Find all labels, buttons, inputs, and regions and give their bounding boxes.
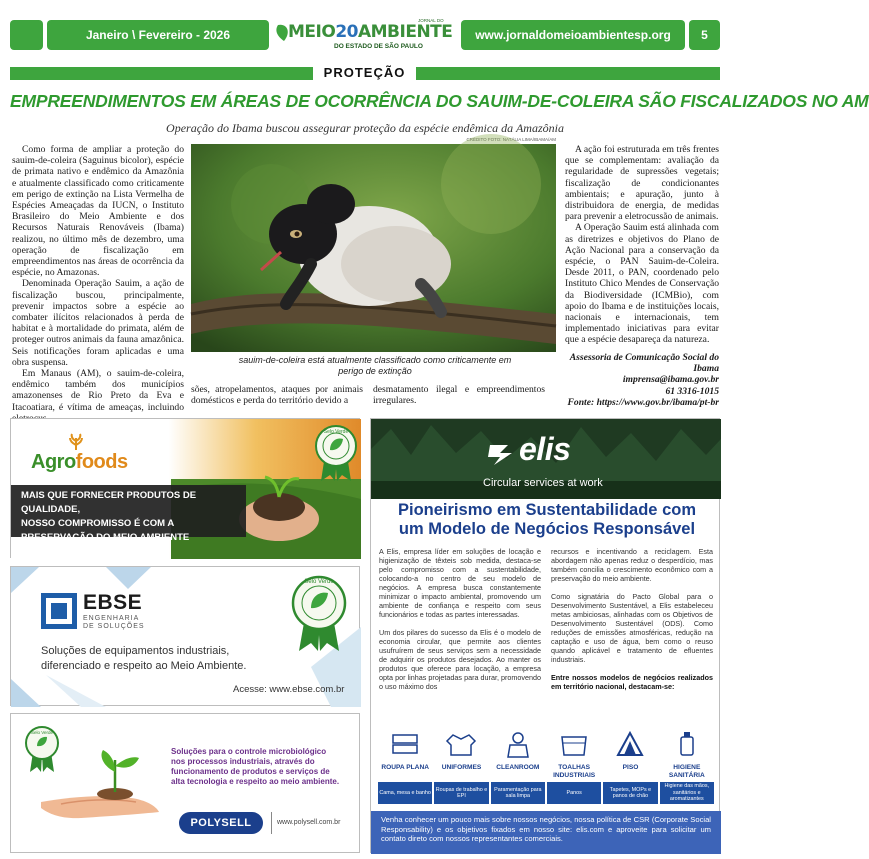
article-column-3: [373, 384, 545, 406]
paragraph: sões, atropelamentos, ataques por animais domésticos e perda do território devido a: [191, 384, 363, 407]
elis-logo: elis: [519, 431, 571, 467]
sign-source-link[interactable]: Fonte: https://www.gov.br/ibama/pt-br: [567, 396, 719, 408]
polysell-website-link[interactable]: www.polysell.com.br: [277, 819, 341, 826]
service-piso: PISO Tapetes, MOPs e panos de chão: [602, 729, 658, 807]
article-column-2: [191, 384, 363, 406]
photo-caption: sauim-de-coleira está atualmente classificado como criticamente em perigo de extinção: [238, 355, 512, 376]
sign-email[interactable]: imprensa@ibama.gov.br: [622, 374, 719, 386]
paragraph: desmatamento ilegal e empreendimentos irregulares.: [373, 384, 545, 407]
elis-title: Pioneirismo em Sustentabilidade com um Modelo de Negócios Responsável: [398, 501, 696, 538]
hand-sprout-image: [41, 742, 161, 822]
logo-subtitle: DO ESTADO DE SÃO PAULO: [334, 43, 423, 50]
agrofoods-ad[interactable]: [10, 418, 360, 558]
section-bar-right: [416, 67, 720, 80]
ebse-slogan: Soluções de equipamentos industriais, diferenciado e respeito ao Meio Ambiente.: [41, 645, 247, 672]
uniform-icon: [433, 729, 489, 759]
paragraph: Em Manaus (AM), o sauim-de-coleira, endêmico também dos municípios amazonenses de Rio Preto da Eva e Itacoatiara, é vítima de ameaças, incluindo: [12, 368, 184, 413]
slogan-line: MAIS QUE FORNECER PRODUTOS DE QUALIDADE,: [21, 490, 197, 515]
elis-logo-icon: [486, 439, 516, 467]
article-subheadline: Operação do Ibama buscou assegurar proteção da espécie endêmica da Amazônia: [166, 121, 564, 135]
article-signature: [565, 352, 719, 408]
paragraph: Denominada Operação Sauim, a ação de fiscalização buscou, principalmente, prevenir impactos sobre a espécie ao combater ilícitos relacionados à perda de habitat e à mortalidade do primata, além de proteger outros animais da fauna amazônica. Seis notificações foram aplicadas e uma obra suspensa.: [12, 278, 184, 368]
ebse-logo-icon: [41, 593, 77, 629]
polysell-slogan: Soluções para o controle microbiológico nos processos industriais, através do funcionamento de produtos e serviços de alta tecnologia e respeito ao meio ambiente.: [171, 747, 340, 786]
page-number: 5: [689, 20, 720, 50]
elis-text-left: A Elis, empresa líder em soluções de locação e higienização de têxteis sob medida, destaca-se pelo compromisso com a sustentabilidade, colocando-a no centro de seu modelo de negócios. A empresa busca constantemente minimizar o impacto ambiental, promovendo um ambiente de confiança e respeito com seus funcionários e todas as partes interessadas. Um dos pilares do sucesso da Elis é o modelo de economia circular, que permite aos clientes usufruírem de seus serviços sem a necessidade de adquirir os produtos desejados. Ao manter os produtos que oferece para locação, a empresa opta por linhas projetadas para durar, promovendo o uso máximo dos: [379, 547, 541, 691]
service-cleanroom: CLEANROOM Paramentação para sala limpa: [490, 729, 546, 807]
ebse-ad[interactable]: [10, 566, 360, 706]
sign-phone: 61 3316-1015: [665, 385, 719, 397]
ebse-logo-subtitle: ENGENHARIA DE SOLUÇÕES: [83, 615, 145, 630]
slogan-line: NOSSO COMPROMISSO É COM A: [21, 518, 175, 529]
paragraph: Como forma de ampliar a proteção do sauim-de-coleira (Saguinus bicolor), espécie de primata nativo e endêmico da Amazônia e atualmente classificado como criticamente em perigo de extinção na Lista Vermelha de Espécies Ameaçadas da IUCN, o Instituto Brasileiro do Meio Ambiente e dos Recursos Naturais Renováveis (Ibama) realizou, no último mês de dezembro, uma operação de fiscalização em empreendimentos nas áreas de ocorrência da espécie, no Amazonas.: [12, 144, 184, 279]
seal-label: Selo Verde: [30, 730, 54, 735]
article-headline: EMPREENDIMENTOS EM ÁREAS DE OCORRÊNCIA DO SAUIM-DE-COLEIRA SÃO FISCALIZADOS NO AM: [10, 91, 869, 111]
slogan-line: PRESERVAÇÃO DO MEIO AMBIENTE: [21, 532, 190, 543]
paragraph: A Operação Sauim está alinhada com as diretrizes e objetivos do Plano de Ação Nacional para a conservação da espécie, o PAN Sauim-de-Coleira. Desde 2011, o PAN, coordenado pelo Instituto Chico Mendes de Conservação da Biodiversidade (ICMBio), com apoio do Ibama e de instituições locais, nacionais e internacionais, tem implementado iniciativas para evitar que a espécie desapareça da natureza.: [565, 222, 719, 346]
section-bar-left: [10, 67, 313, 80]
newspaper-logo: [272, 17, 458, 55]
elis-ad[interactable]: [370, 418, 720, 853]
wheat-icon: [66, 433, 86, 451]
service-toalhas: TOALHAS INDUSTRIAIS Panos: [546, 729, 602, 807]
logo-wordmark: MEIO20AMBIENTE: [288, 22, 453, 42]
elis-footer: Venha conhecer um pouco mais sobre nossos negócios, nossa política de CSR (Corporate Social Responsability) e os objetivos fixados em nosso site: elis.com e aproveite para solicitar um contato direto com nossos representantes comerciais.: [371, 811, 721, 854]
hygiene-icon: [659, 729, 715, 759]
seal-label: Selo Verde: [304, 579, 334, 585]
ebse-logo: EBSE: [83, 591, 143, 614]
ebse-website-link[interactable]: Acesse: www.ebse.com.br: [233, 684, 345, 695]
service-uniformes: UNIFORMES Roupas de trabalho e EPI: [433, 729, 489, 807]
elis-text-right: recursos e incentivando a reciclagem. Esta abordagem não apenas reduz o desperdício, mas também concilia o crescimento econômico com a preservação do meio ambiente. Como signatária do Pacto Global para o Desenvolvimento Sustentável, a Elis estabeleceu metas ambiciosas, alinhadas com os Objetivos de Desenvolvimento Sustentável (ODS). Como reduções de emissões atmosféricas, redução na captação e uso de água, bem como o reuso quando aplicável e tratamento de efluentes industriais. Entre nossos modelos de negócios realizados em território nacional, destacam-se:: [551, 547, 713, 691]
article-column-4: [565, 144, 719, 346]
mat-icon: [602, 729, 658, 759]
header-left-block: [10, 20, 43, 50]
paragraph: A ação foi estruturada em três frentes que se complementam: avaliação da regularidade de supressões vegetais; fiscalização de condicionantes ambientais; e apuração, junto à distribuidora de energia, de medidas para prevenir a eletrocussão de animais.: [565, 144, 719, 223]
elis-services: [377, 729, 715, 807]
website-link[interactable]: www.jornaldomeioambientesp.org: [461, 20, 685, 50]
polysell-logo: POLYSELL: [179, 812, 263, 834]
sign-organization: Assessoria de Comunicação Social do Ibama: [569, 352, 719, 375]
service-higiene: HIGIENE SANITÁRIA Higiene das mãos, sanitários e aromatizantes: [659, 729, 715, 807]
divider: [271, 812, 272, 834]
towel-icon: [546, 729, 602, 759]
bed-linen-icon: [377, 729, 433, 759]
seal-label: Selo Verde: [323, 429, 349, 435]
elis-tagline: Circular services at work: [483, 477, 603, 489]
section-title: PROTEÇÃO: [323, 65, 406, 80]
photo-credit: CRÉDITO FOTO: NATÁLIA LIMA/IBAMA/AM: [466, 137, 556, 142]
edition-date: Janeiro \ Fevereiro - 2026: [47, 20, 269, 50]
article-column-1: [12, 144, 184, 424]
cleanroom-icon: [490, 729, 546, 759]
agrofoods-slogan: [21, 489, 246, 545]
service-roupa-plana: ROUPA PLANA Cama, mesa e banho: [377, 729, 433, 807]
polysell-ad[interactable]: [10, 713, 360, 853]
selo-verde-seal: [291, 575, 347, 653]
monkey-photo: [191, 144, 556, 352]
agrofoods-logo: Agrofoods: [31, 451, 128, 473]
logo-tagline: JORNAL DO: [418, 18, 444, 23]
